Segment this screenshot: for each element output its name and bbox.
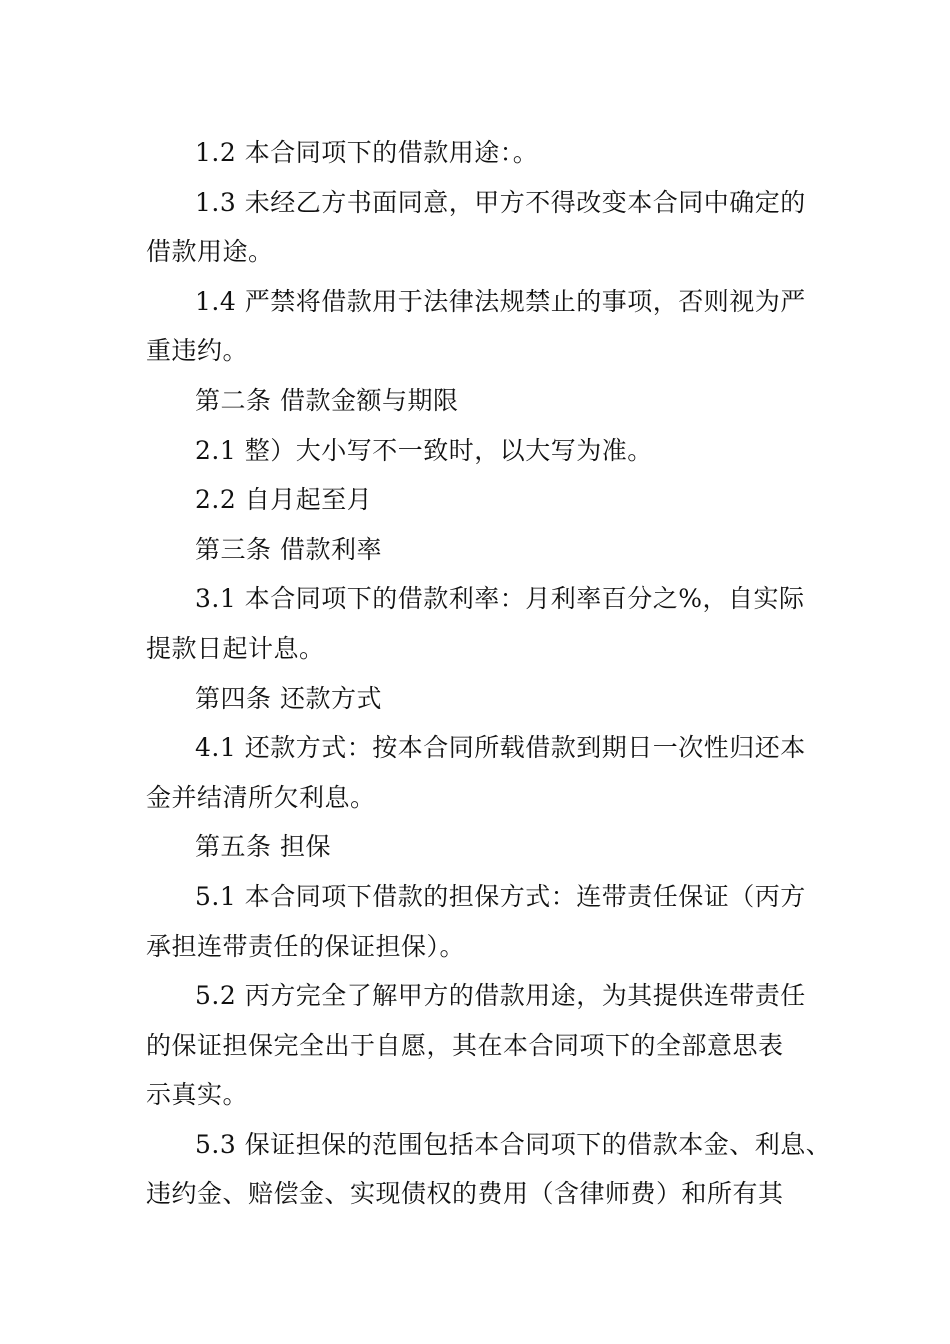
clause-2-2	[146, 475, 826, 525]
text-line: 2.2 自月起至月	[195, 485, 373, 515]
text-line: 的保证担保完全出于自愿，其在本合同项下的全部意思表	[146, 1030, 784, 1060]
text-line: 提款日起计息。	[146, 633, 325, 663]
article-5-heading	[146, 822, 826, 872]
text-line: 1.2 本合同项下的借款用途：。	[195, 138, 539, 167]
text-line: 第五条 担保	[195, 832, 331, 862]
text-line: 4.1 还款方式：按本合同所载借款到期日一次性归还本	[195, 733, 806, 763]
article-4-heading	[146, 674, 826, 724]
text-line: 3.1 本合同项下的借款利率：月利率百分之%，自实际	[195, 584, 805, 614]
text-line: 1.3 未经乙方书面同意，甲方不得改变本合同中确定的	[195, 187, 806, 217]
text-line: 5.2 丙方完全了解甲方的借款用途，为其提供连带责任	[195, 981, 806, 1011]
clause-5-3	[146, 1120, 832, 1219]
text-line: 2.1 整）大小写不一致时，以大写为准。	[195, 435, 653, 465]
text-line: 5.1 本合同项下借款的担保方式：连带责任保证（丙方	[195, 881, 806, 911]
text-line: 第二条 借款金额与期限	[195, 385, 459, 415]
text-line: 重违约。	[146, 336, 249, 366]
text-line: 第四条 还款方式	[195, 683, 382, 713]
clause-4-1	[146, 723, 826, 822]
clause-3-1	[146, 574, 826, 673]
text-line: 违约金、赔偿金、实现债权的费用（含律师费）和所有其	[146, 1179, 784, 1209]
clause-1-3	[146, 178, 826, 277]
clause-5-2	[146, 971, 826, 1120]
text-line: 金并结清所欠利息。	[146, 782, 376, 812]
article-2-heading	[146, 376, 826, 426]
text-line: 承担连带责任的保证担保）。	[146, 931, 466, 961]
clause-2-1	[146, 426, 826, 476]
text-line: 借款用途。	[146, 237, 274, 267]
text-line: 示真实。	[146, 1080, 249, 1110]
text-line: 5.3 保证担保的范围包括本合同项下的借款本金、利息、	[195, 1129, 832, 1159]
clause-1-2	[146, 128, 826, 178]
text-line: 第三条 借款利率	[195, 534, 382, 564]
article-3-heading	[146, 525, 826, 575]
clause-5-1	[146, 872, 826, 971]
text-line: 1.4 严禁将借款用于法律法规禁止的事项，否则视为严	[195, 286, 806, 316]
document-body	[146, 128, 832, 1219]
clause-1-4	[146, 277, 826, 376]
